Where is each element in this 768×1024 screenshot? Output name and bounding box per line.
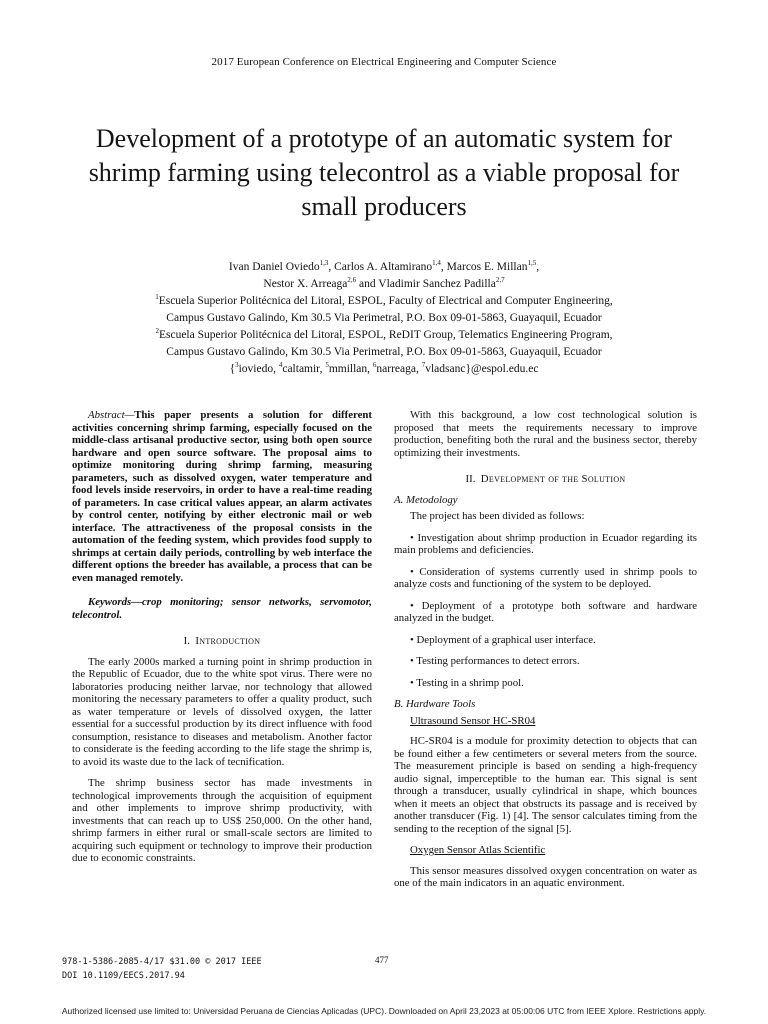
conference-header: 2017 European Conference on Electrical Engineering and Computer Science [211, 56, 557, 68]
sensor-heading-ultrasound: Ultrasound Sensor HC-SR04 [410, 714, 536, 727]
author-block [60, 259, 708, 378]
divided-text: The project has been divided as follows: [410, 510, 585, 522]
list-item: • Investigation about shrimp production in Ecuador regarding its main problems and deficiencies. [394, 531, 697, 556]
ultrasound-paragraph: HC-SR04 is a module for proximity detection to objects that can be found either a few centimeters or several meters from the source. The measurement principle is based on sending a high-frequency audio signal, imperceptible to the human ear. This signal is sent through a transducer, usually cylindrical in shape, which bounces when it meets an object that obstructs its passage and is received by another transducer (Fig. 1) [4]. The sensor calculates timing from the sending to the reception of the signal [5]. [394, 735, 697, 835]
list-item: • Consideration of systems currently used in shrimp pools to analyze costs and functioning of the system to be deployed. [394, 565, 697, 590]
author-sup: 1,4 [432, 259, 441, 268]
author-name: Vladimir Sanchez Padilla [378, 278, 496, 290]
list-item: • Testing performances to detect errors. [410, 655, 580, 667]
author-sup: 2,7 [495, 276, 505, 285]
author-name: Carlos A. Altamirano [334, 261, 433, 273]
intro-paragraph-1: The early 2000s marked a turning point in shrimp production in the Republic of Ecuador, due to the white spot virus. There were no laboratories producing neither larvae, nor technology that allowed monitoring the necessary parameters to offer a quality product, such as water temperature or levels of dissolved oxygen, the latter essential for a successful production by its direct influence with food consumption, resistance to diseases and metabolism. Another factor to considerate is the feeding according to the life stage the shrimp is, to avoid its waste due to the lack of tecnification. [72, 655, 372, 768]
affiliation-2-line-1: $^2$Escuela Superior Politécnica del Litoral, ESPOL, ReDIT Group, Telematics Engineering Program, [155, 327, 613, 341]
author-line-2: Nestor X. Arreaga$^{2,6}$ and Vladimir Sanchez Padilla$^{2,7}$ [263, 276, 505, 290]
author-sup: 2,6 [347, 276, 357, 285]
affiliation-sup: 1 [155, 293, 159, 302]
background-paragraph: With this background, a low cost technological solution is proposed that meets the requirements necessary to improve production, benefiting both the rural and the business sector, thereby optimizing their investments. [394, 409, 697, 459]
footer-isbn-doi [62, 955, 262, 983]
oxygen-paragraph: This sensor measures dissolved oxygen concentration on water as one of the main indicators in an aquatic environment. [394, 864, 697, 889]
abstract [72, 409, 372, 584]
list-item: • Deployment of a prototype both software and hardware analyzed in the budget. [394, 599, 697, 624]
footer-isbn: 978-1-5386-2085-4/17 $31.00 © 2017 IEEE [62, 957, 262, 967]
affiliation-2-line-2: Campus Gustavo Galindo, Km 30.5 Via Perimetral, P.O. Box 09-01-5863, Guayaquil, Ecuador [166, 346, 602, 358]
author-name: Nestor X. Arreaga [263, 278, 348, 290]
section-heading-development: II. Development of the Solution [465, 473, 626, 485]
author-sup: 1,3 [319, 259, 329, 268]
author-name: Ivan Daniel Oviedo [228, 261, 320, 273]
subsection-hardware-tools: B. Hardware Tools [394, 698, 476, 710]
affiliation-1-line-1: $^1$Escuela Superior Politécnica del Litoral, ESPOL, Faculty of Electrical and Computer Engineering, [155, 293, 613, 307]
keywords [72, 596, 372, 621]
author-name: Marcos E. Millan [446, 261, 528, 273]
footer-doi: DOI 10.1109/EECS.2017.94 [62, 971, 185, 981]
affiliation-1-line-2: Campus Gustavo Galindo, Km 30.5 Via Perimetral, P.O. Box 09-01-5863, Guayaquil, Ecuador [166, 312, 602, 324]
intro-paragraph-2: The shrimp business sector has made investments in technological improvements through the acquisition of equipment and other implements to improve shrimp productivity, with investments that can reach up to US$ 250,000. On the other hand, shrimp farmers in either rural or small-scale sectors are limited to acquiring such equipment or technology to improve their production due to economic constraints. [72, 777, 372, 864]
keywords-text: crop monitoring; sensor networks, servomotor, telecontrol. [72, 596, 372, 621]
author-sup: 1,5 [527, 259, 537, 268]
left-column [72, 409, 372, 874]
list-item: • Testing in a shrimp pool. [410, 676, 524, 689]
paper-title: Development of a prototype of an automatic system for shrimp farming using telecontrol as a viable proposal for small producers [88, 124, 680, 221]
license-notice: Authorized licensed use limited to: Universidad Peruana de Ciencias Aplicadas (UPC). Downloaded on April 23,2023 at 05:00:06 UTC from IEEE Xplore. Restrictions apply. [61, 1006, 707, 1016]
abstract-lead: Abstract— [88, 409, 135, 421]
section-heading-introduction: I. Introduction [183, 635, 261, 647]
author-line-1: Ivan Daniel Oviedo$^{1,3}$, Carlos A. Altamirano$^{1,4}$, Marcos E. Millan$^{1,5}$, [228, 259, 540, 273]
author-emails: {$^3$ioviedo, $^4$caltamir, $^5$mmillan, $^6$narreaga, $^7$vladsanc}@espol.edu.ec [229, 361, 539, 375]
subsection-metodology: A. Metodology [394, 493, 458, 506]
keywords-lead: Keywords— [88, 596, 142, 608]
right-column [394, 409, 697, 899]
sensor-heading-oxygen: Oxygen Sensor Atlas Scientific [410, 844, 546, 856]
list-item: • Deployment of a graphical user interface. [410, 633, 596, 646]
affiliation-sup: 2 [155, 327, 159, 336]
abstract-text: This paper presents a solution for different activities concerning shrimp farming, especially focused on the middle-class artisanal productive sector, using both open source hardware and open source software. The proposal aims to optimize monitoring during shrimp farming, measuring parameters, such as dissolved oxygen, water temperature and food levels inside reservoirs, in order to have a real-time reading of parameters. In case critical values appear, an alarm activates by control center, notifying by either electronic mail or web interface. The attractiveness of the proposal consists in the automation of the feeding system, which provides food supply to shrimps at certain daily periods, controlling by web interface the different options the breeder has available, a process that can be even managed remotely. [72, 409, 372, 584]
page-number: 477 [375, 955, 389, 965]
